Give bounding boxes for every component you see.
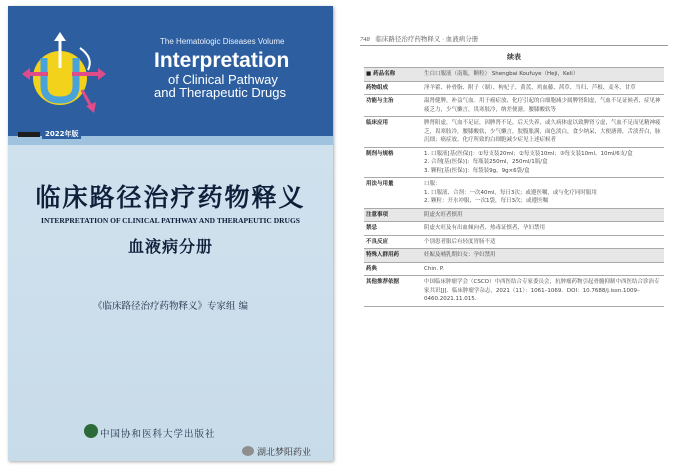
row-label: ■ 药品名称 xyxy=(364,68,422,82)
cover-title-en-line3: and Therapeutic Drugs xyxy=(154,85,287,100)
table-row xyxy=(364,147,664,178)
row-value xyxy=(422,249,664,263)
row-value xyxy=(422,117,664,148)
row-value-line: 阴虚火旺及有出血倾向者、热毒证慎者、孕妇禁用 xyxy=(424,225,546,232)
row-value-line: 1. 口服液[基(医保)]：①每支装20ml；②每支装10ml；③每支装10ml、10ml/6支/盒 xyxy=(424,150,633,157)
row-value-line: 个别患者服后有轻度胃肠不适 xyxy=(424,238,496,245)
table-row xyxy=(364,222,664,236)
publisher-logo-icon xyxy=(84,424,98,438)
page-number: 748 xyxy=(360,36,370,43)
row-value-line: Chin. P. xyxy=(424,265,445,272)
wechat-icon xyxy=(242,446,254,456)
table-row xyxy=(364,208,664,222)
row-value-line: 阴虚火旺者慎用 xyxy=(424,211,463,218)
table-row xyxy=(364,262,664,276)
book-cover xyxy=(8,6,333,461)
row-label: 禁忌 xyxy=(364,222,422,236)
row-label: 药典 xyxy=(364,262,422,276)
row-value xyxy=(422,208,664,222)
cover-series-title: The Hematologic Diseases Volume xyxy=(160,37,285,46)
running-head: 临床路径治疗药物释义 · 血液病分册 xyxy=(375,36,479,43)
row-label: 制剂与规格 xyxy=(364,147,422,178)
row-label: 注意事项 xyxy=(364,208,422,222)
watermark xyxy=(242,445,311,458)
pathway-logo-icon xyxy=(22,28,112,118)
row-value xyxy=(422,235,664,249)
cover-subtitle-en: INTERPRETATION OF CLINICAL PATHWAY AND THERAPEUTIC DRUGS xyxy=(41,216,300,225)
edition-bar xyxy=(18,132,40,137)
row-value-line: 2. 合剂[基(医保)]：每瓶装250ml，250ml/1瓶/盒 xyxy=(424,159,548,166)
row-label: 不良反应 xyxy=(364,235,422,249)
row-value-line: 口服： xyxy=(424,181,441,188)
row-value-line: 妊娠及哺乳期妇女：孕妇禁用 xyxy=(424,252,496,259)
cover-title-en xyxy=(154,50,329,99)
row-value-line: 淫羊藿、补骨脂、附子（制）、枸杞子、黄芪、鸡血藤、茜草、当归、芦根、麦冬、甘草 xyxy=(424,84,636,91)
row-value-line: 生白口服液（南瓶，颗粒） Shengbai Koufuye（Heji，Keli） xyxy=(424,71,579,77)
table-row xyxy=(364,178,664,209)
cover-title-en-line1: Interpretation xyxy=(154,49,290,72)
row-label: 药物组成 xyxy=(364,81,422,95)
row-value xyxy=(422,95,664,117)
row-value xyxy=(422,68,664,82)
table-row xyxy=(364,68,664,82)
row-value-line: 2. 颗粒：开水冲服，一次1袋，每日3次；或遵医嘱 xyxy=(424,198,548,205)
row-label: 用法与用量 xyxy=(364,178,422,209)
drug-info-table xyxy=(364,67,664,307)
row-label: 功能与主治 xyxy=(364,95,422,117)
table-row xyxy=(364,249,664,263)
row-value-line: 脾肾阳虚，气血不足证，因脾肾不足，后天失养，或久病体虚以致脾肾亏虚，气血不足而见精神疲乏，畏寒肢冷，腰膝酸软，少气懒言，脘腹胀满，面色淡白，食少纳呆，大便溏薄，舌淡苔白，脉沉细；癌症放、化疗所致的白细胞减少症见上述症候者 xyxy=(424,120,661,144)
row-value-line: 温肾健脾，补益气血。用于癌症放、化疗引起的白细胞减少属脾肾阳虚，气血不足证候者，症见神疲乏力，少气懒言，畏寒肢冷，纳差便溏，腰膝酸软等 xyxy=(424,98,661,113)
table-row xyxy=(364,117,664,148)
row-value xyxy=(422,178,664,209)
row-label: 特殊人群用药 xyxy=(364,249,422,263)
row-value-line: 3. 颗粒[基(医保)]：每袋装9g，9g×6袋/盒 xyxy=(424,167,530,174)
row-value xyxy=(422,81,664,95)
page-header xyxy=(360,34,668,46)
document-page xyxy=(360,34,668,429)
continued-table-label: 续表 xyxy=(507,53,521,61)
cover-publisher: 中国协和医科大学出版社 xyxy=(100,429,216,440)
table-row xyxy=(364,235,664,249)
table-row xyxy=(364,95,664,117)
row-value xyxy=(422,147,664,178)
row-value-line: 中国临床肿瘤学会（CSCO）中西医结合专家委员会，抗肿瘤药物引起骨髓抑制中西医结合诊治专家共识[J]．临床肿瘤学杂志，2021（11）：1061–1069．DOI：10.7688/j.issn.1009–0460.2021.11.015. xyxy=(424,279,660,303)
table-row xyxy=(364,276,664,307)
cover-edition: 2022年版 xyxy=(42,129,81,139)
row-label: 临床应用 xyxy=(364,117,422,148)
row-value xyxy=(422,276,664,307)
cover-editor: 《临床路径治疗药物释义》专家组 编 xyxy=(92,301,249,312)
row-label: 其他推荐依据 xyxy=(364,276,422,307)
row-value xyxy=(422,262,664,276)
cover-volume: 血液病分册 xyxy=(127,237,213,256)
row-value-line: 1. 口服液、合剂：一次40ml，每日3次；或遵医嘱，或与化疗同时服用 xyxy=(424,189,597,196)
cover-title-zh: 临床路径治疗药物释义 xyxy=(35,183,306,212)
row-value xyxy=(422,222,664,236)
watermark-text: 湖北梦阳药业 xyxy=(257,448,312,458)
table-row xyxy=(364,81,664,95)
cover-title-en-line2: of Clinical Pathway xyxy=(168,72,278,87)
